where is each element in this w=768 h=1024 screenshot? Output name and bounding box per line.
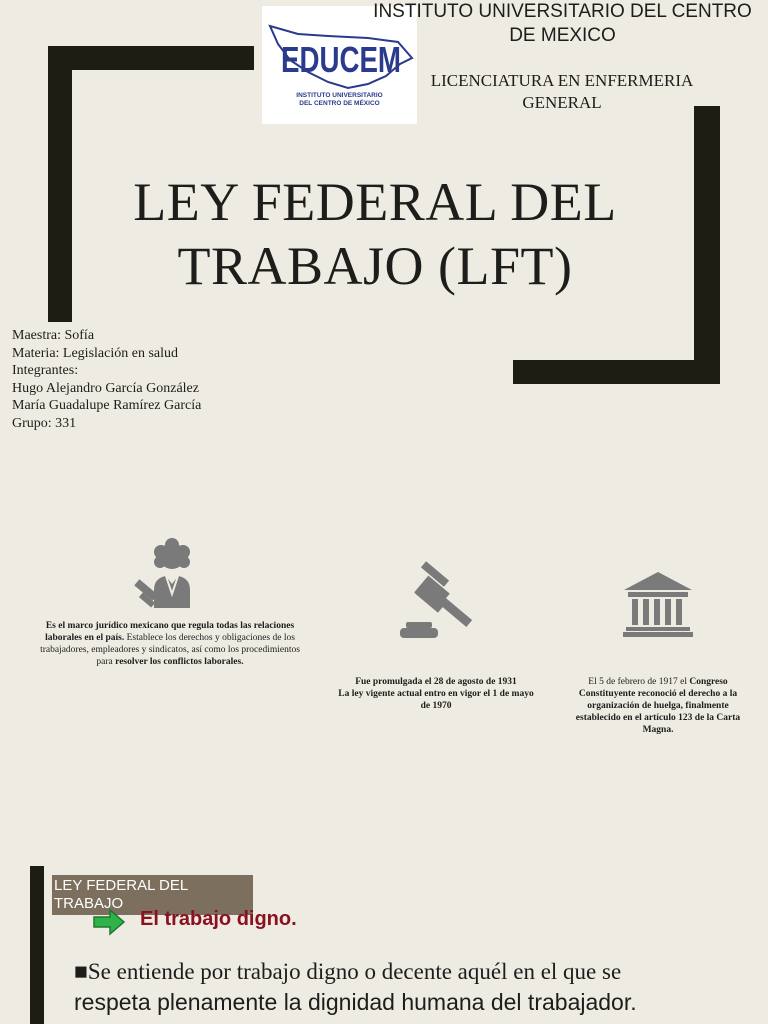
- career-line1: LICENCIATURA EN ENFERMERIA: [430, 71, 694, 90]
- card-1-bold-2: resolver los conflictos laborales.: [115, 657, 244, 667]
- teacher-text: Maestra: Sofía: [12, 328, 95, 343]
- group-text: Grupo: 331: [12, 415, 77, 431]
- courthouse-icon: [622, 570, 694, 638]
- arrow-right-icon: [92, 908, 126, 936]
- section-left-bar: [30, 866, 44, 1024]
- judge-icon: [130, 538, 204, 610]
- frame-bottom-right-horizontal: [513, 360, 720, 384]
- info-block: [12, 327, 201, 432]
- logo-subtitle-line1: INSTITUTO UNIVERSITARIO: [296, 92, 383, 99]
- institute-name: [370, 0, 755, 48]
- card-2-line2: La ley vigente actual entro en vigor el 1 de mayo de 1970: [338, 689, 534, 711]
- member-2: María Guadalupe Ramírez García: [12, 398, 202, 413]
- gavel-icon: [398, 566, 476, 642]
- subject-text: Materia: Legislación en salud: [12, 345, 178, 361]
- card-1-text: [36, 620, 304, 668]
- card-3-text: [566, 676, 750, 736]
- card-3-bold-1: Congreso Constituyente reconoció el derecho a la organización de huelga, finalmente establecido en el artículo 123 de la Carta Magna.: [575, 677, 741, 735]
- card-2-line1: Fue promulgada el 28 de agosto de 1931: [355, 677, 517, 687]
- logo-subtitle: [262, 92, 417, 108]
- member-1: Hugo Alejandro García González: [12, 380, 199, 396]
- title-line2: TRABAJO (LFT): [177, 236, 573, 296]
- page-title: [70, 170, 680, 298]
- members-label: Integrantes:: [12, 363, 79, 378]
- frame-bottom-right-vertical: [694, 106, 720, 384]
- section-heading: El trabajo digno.: [140, 908, 297, 930]
- frame-top-left-horizontal: [48, 46, 254, 70]
- section-body-line2: respeta plenamente la dignidad humana del trabajador.: [74, 989, 637, 1015]
- logo-subtitle-line2: DEL CENTRO DE MÉXICO: [299, 100, 380, 107]
- career-name: [412, 70, 712, 114]
- section-body-line1: ■Se entiende por trabajo digno o decente aquél en el que se: [74, 959, 622, 984]
- title-line1: LEY FEDERAL DEL: [133, 172, 617, 232]
- institute-line1: INSTITUTO UNIVERSITARIO DEL CENTRO: [373, 1, 752, 22]
- frame-top-left-vertical: [48, 46, 72, 322]
- section-label: LEY FEDERAL DEL TRABAJO: [52, 875, 253, 915]
- card-2-text: [334, 676, 538, 712]
- institute-line2: DE MEXICO: [509, 25, 616, 46]
- card-3-text-1: El 5 de febrero de 1917 el: [588, 677, 690, 687]
- educem-brand-text: EDUCEM: [281, 39, 401, 80]
- card-1-bold-1: Es el marco jurídico mexicano que regula todas las relaciones laborales en el país.: [45, 621, 295, 643]
- card-1-text-1: Establece los derechos y obligaciones de los trabajadores, empleadores y sindicatos, así como los procedimientos para: [40, 633, 300, 667]
- career-line2: GENERAL: [522, 93, 602, 112]
